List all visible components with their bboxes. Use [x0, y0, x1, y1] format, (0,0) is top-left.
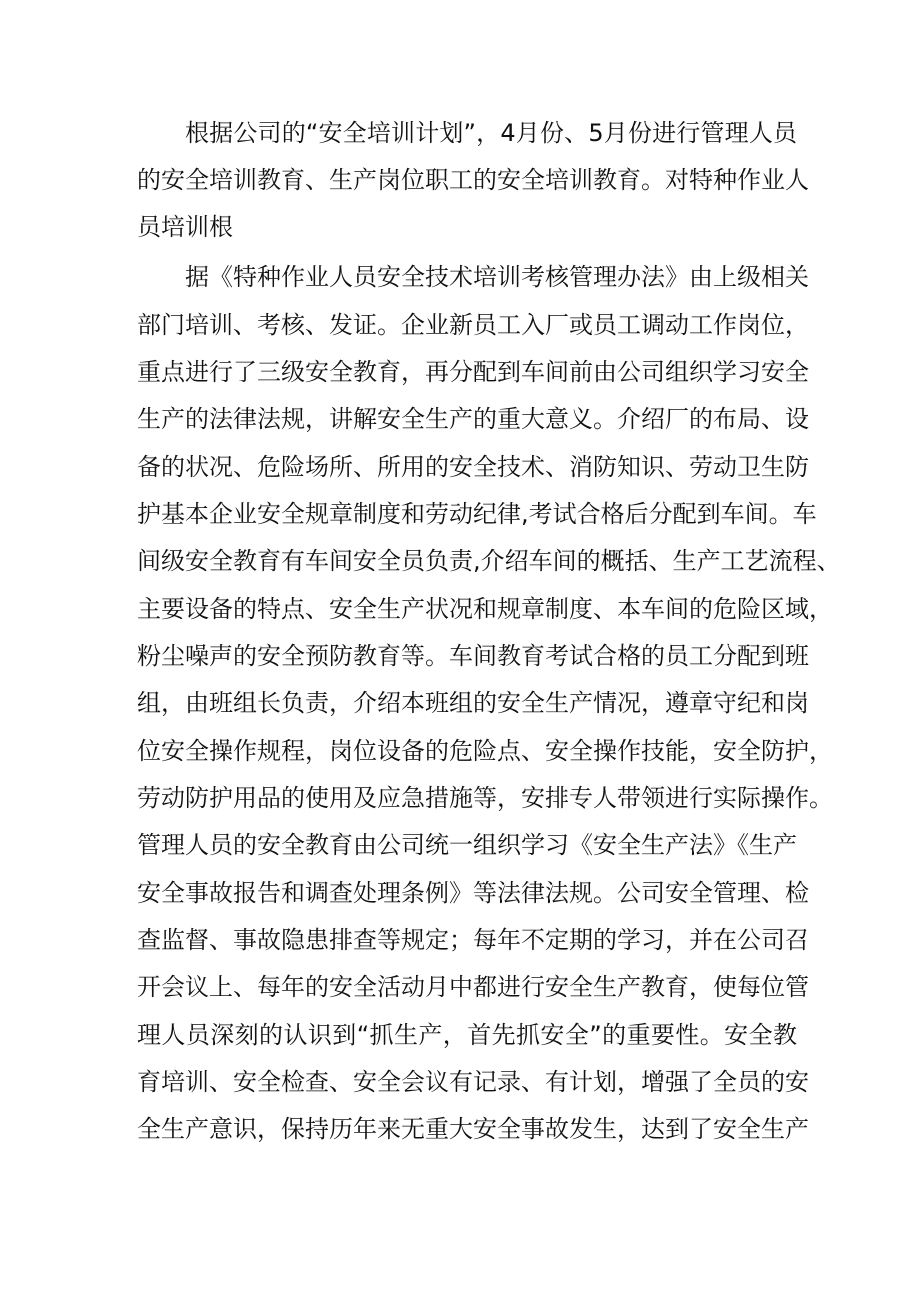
paragraph-2-line-9: 粉尘噪声的安全预防教育等。车间教育考试合格的员工分配到班: [137, 642, 809, 670]
paragraph-2-line-10: 组，由班组长负责，介绍本班组的安全生产情况，遵章守纪和岗: [137, 689, 809, 717]
paragraph-2-line-14: 安全事故报告和调查处理条例》等法律法规。公司安全管理、检: [137, 879, 809, 907]
paragraph-2-line-17: 理人员深刻的认识到“抓生产，首先抓安全”的重要性。安全教: [137, 1021, 797, 1049]
paragraph-2-line-1: 据《特种作业人员安全技术培训考核管理办法》由上级相关: [185, 263, 809, 291]
paragraph-2-line-19: 全生产意识，保持历年来无重大安全事故发生，达到了安全生产: [137, 1115, 809, 1143]
paragraph-1-line-1: 根据公司的“安全培训计划”，4月份、5月份进行管理人员: [185, 119, 797, 147]
paragraph-2-line-15: 查监督、事故隐患排查等规定；每年不定期的学习，并在公司召: [137, 926, 809, 954]
paragraph-2-line-5: 备的状况、危险场所、所用的安全技术、消防知识、劳动卫生防: [137, 453, 809, 481]
paragraph-2-line-7: 间级安全教育有车间安全员负责,介绍车间的概括、生产工艺流程、: [137, 547, 841, 575]
paragraph-2-line-11: 位安全操作规程，岗位设备的危险点、安全操作技能，安全防护，: [137, 737, 833, 765]
paragraph-2-line-18: 育培训、安全检查、安全会议有记录、有计划，增强了全员的安: [137, 1068, 809, 1096]
paragraph-2-line-3: 重点进行了三级安全教育，再分配到车间前由公司组织学习安全: [137, 358, 809, 386]
paragraph-2-line-8: 主要设备的特点、安全生产状况和规章制度、本车间的危险区域，: [137, 595, 833, 623]
paragraph-2-line-4: 生产的法律法规，讲解安全生产的重大意义。介绍厂的布局、设: [137, 405, 809, 433]
paragraph-1-line-2: 的安全培训教育、生产岗位职工的安全培训教育。对特种作业人: [137, 166, 809, 194]
paragraph-2-line-6: 护基本企业安全规章制度和劳动纪律,考试合格后分配到车间。车: [137, 500, 817, 528]
paragraph-2-line-2: 部门培训、考核、发证。企业新员工入厂或员工调动工作岗位，: [137, 311, 809, 339]
paragraph-2-line-16: 开会议上、每年的安全活动月中都进行安全生产教育，使每位管: [137, 973, 809, 1001]
paragraph-2-line-13: 管理人员的安全教育由公司统一组织学习《安全生产法》《生产: [137, 831, 797, 859]
paragraph-2-line-12: 劳动防护用品的使用及应急措施等，安排专人带领进行实际操作。: [137, 784, 833, 812]
paragraph-1-line-3: 员培训根: [137, 213, 233, 241]
